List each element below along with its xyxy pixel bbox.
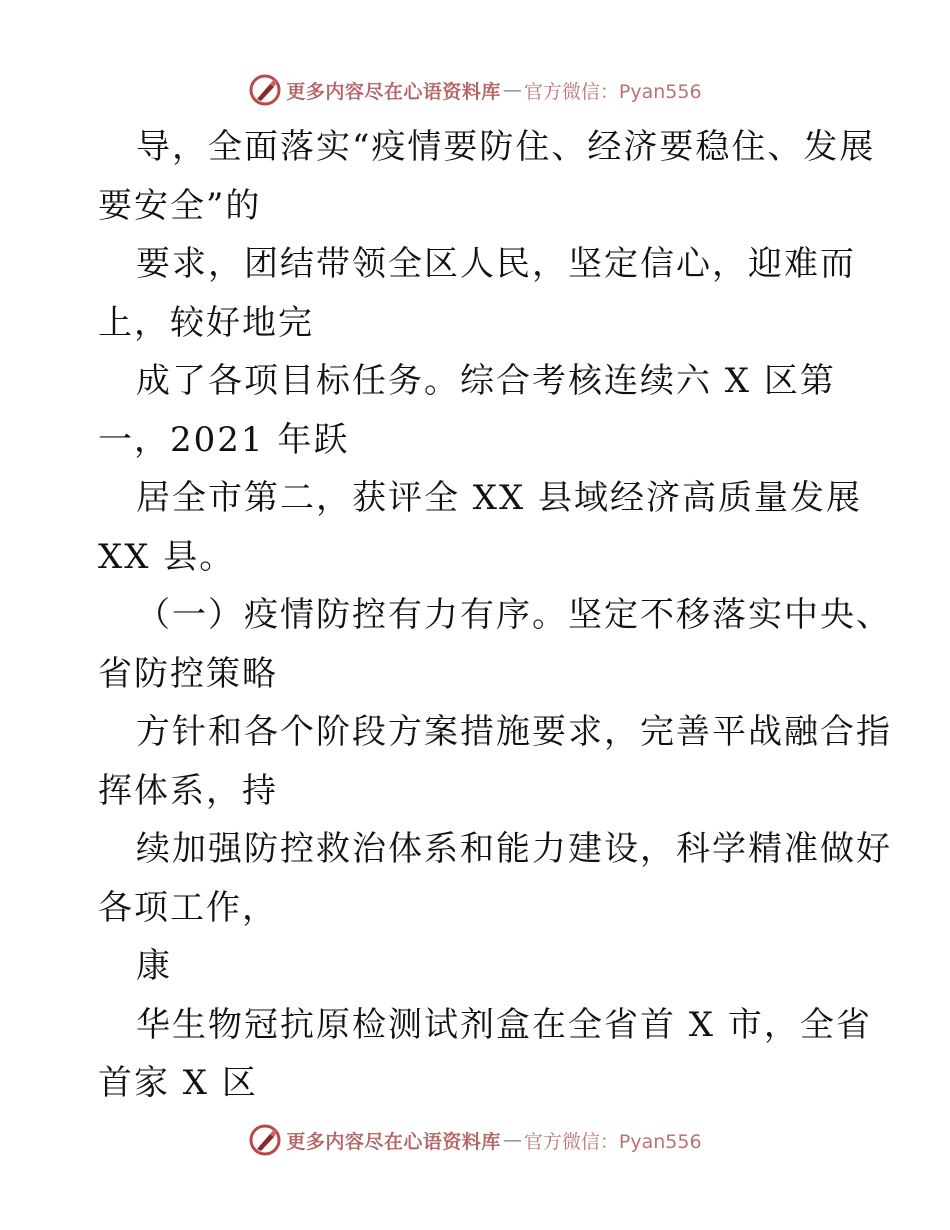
body-line: 要安全”的 (98, 185, 262, 226)
pen-logo-icon (248, 1123, 282, 1157)
body-line: （一）疫情防控有力有序。坚定不移落实中央、 (136, 595, 892, 635)
body-line: 上，较好地完 (98, 302, 314, 343)
body-line: XX 县。 (98, 536, 236, 577)
watermark-separator: — (502, 1129, 522, 1151)
watermark-brand: 更多内容尽在心语资料库 (286, 80, 501, 103)
document-body (98, 118, 892, 1113)
footer-watermark (0, 1120, 950, 1160)
watermark-contact: 官方微信：Pyan556 (523, 1130, 702, 1153)
header-watermark (0, 70, 950, 110)
body-line: 康 (136, 946, 172, 986)
body-line: 居全市第二，获评全 XX 县域经济高质量发展 (136, 478, 863, 518)
body-line: 挥体系，持 (98, 770, 278, 811)
watermark-separator: — (502, 79, 522, 101)
body-line: 华生物冠抗原检测试剂盒在全省首 X 市，全省 (136, 1004, 872, 1045)
body-line: 一，2021 年跃 (98, 419, 350, 460)
body-line: 导，全面落实“疫情要防住、经济要稳住、发展 (136, 127, 876, 167)
body-line: 省防控策略 (98, 653, 278, 694)
body-line: 成了各项目标任务。综合考核连续六 X 区第 (136, 361, 836, 401)
body-line: 方针和各个阶段方案措施要求，完善平战融合指 (136, 712, 892, 752)
pen-logo-icon (248, 73, 282, 107)
watermark-brand: 更多内容尽在心语资料库 (286, 1130, 501, 1153)
body-line: 要求，团结带领全区人民，坚定信心，迎难而 (136, 244, 856, 284)
body-line: 首家 X 区 (98, 1063, 258, 1103)
body-line: 续加强防控救治体系和能力建设，科学精准做好 (136, 829, 892, 869)
body-line: 各项工作， (98, 887, 278, 928)
watermark-contact: 官方微信：Pyan556 (523, 80, 702, 103)
